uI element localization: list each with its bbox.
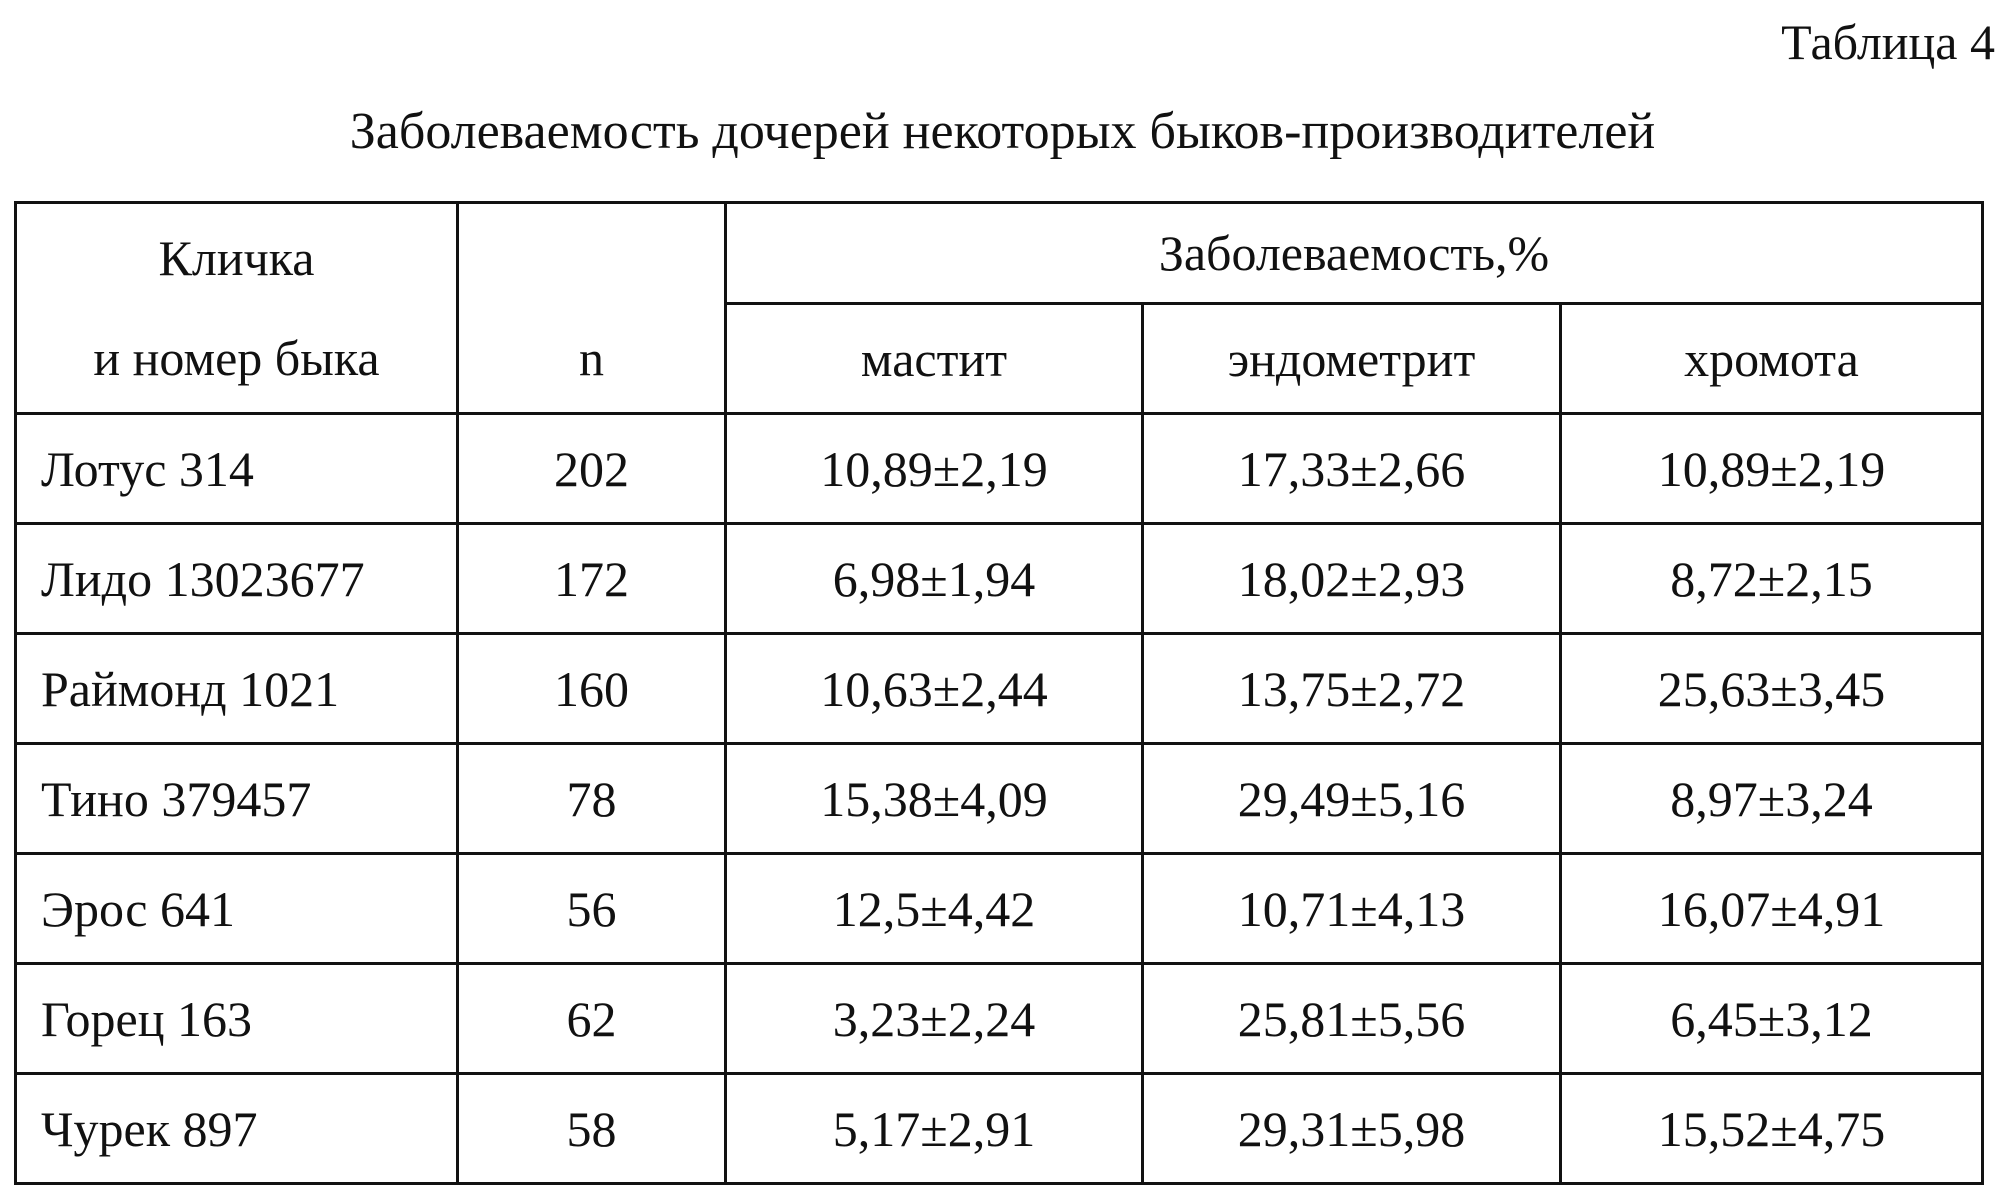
cell-lameness: 6,45±3,12 [1561, 964, 1983, 1074]
cell-n: 202 [458, 414, 726, 524]
table-row [16, 634, 1983, 744]
cell-endometritis: 17,33±2,66 [1143, 414, 1561, 524]
cell-mastitis: 6,98±1,94 [726, 524, 1143, 634]
header-mastitis: мастит [726, 304, 1143, 414]
table-row [16, 744, 1983, 854]
cell-bull-name: Горец 163 [16, 964, 458, 1074]
cell-mastitis: 15,38±4,09 [726, 744, 1143, 854]
table-row [16, 1074, 1983, 1184]
cell-lameness: 15,52±4,75 [1561, 1074, 1983, 1184]
morbidity-table [14, 201, 1984, 1185]
cell-n: 78 [458, 744, 726, 854]
header-bull-name-line1: Кличка [158, 230, 315, 286]
cell-lameness: 10,89±2,19 [1561, 414, 1983, 524]
cell-bull-name: Раймонд 1021 [16, 634, 458, 744]
cell-bull-name: Лидо 13023677 [16, 524, 458, 634]
cell-n: 58 [458, 1074, 726, 1184]
table-title: Заболеваемость дочерей некоторых быков-производителей [349, 103, 1656, 160]
table-number-label: Таблица 4 [1781, 14, 1995, 70]
cell-mastitis: 12,5±4,42 [726, 854, 1143, 964]
header-endometritis: эндометрит [1143, 304, 1561, 414]
cell-endometritis: 29,31±5,98 [1143, 1074, 1561, 1184]
cell-n: 56 [458, 854, 726, 964]
header-n: n [458, 203, 726, 414]
cell-bull-name: Лотус 314 [16, 414, 458, 524]
cell-n: 62 [458, 964, 726, 1074]
cell-lameness: 25,63±3,45 [1561, 634, 1983, 744]
cell-lameness: 8,72±2,15 [1561, 524, 1983, 634]
cell-mastitis: 5,17±2,91 [726, 1074, 1143, 1184]
cell-endometritis: 13,75±2,72 [1143, 634, 1561, 744]
table-row [16, 524, 1983, 634]
table-row [16, 854, 1983, 964]
table-row [16, 414, 1983, 524]
header-bull-name [16, 203, 458, 414]
header-bull-name-line2: и номер быка [93, 330, 380, 386]
cell-bull-name: Тино 379457 [16, 744, 458, 854]
cell-endometritis: 10,71±4,13 [1143, 854, 1561, 964]
header-morbidity-group: Заболеваемость,% [726, 203, 1983, 304]
cell-mastitis: 10,89±2,19 [726, 414, 1143, 524]
cell-lameness: 8,97±3,24 [1561, 744, 1983, 854]
cell-bull-name: Чурек 897 [16, 1074, 458, 1184]
cell-n: 160 [458, 634, 726, 744]
table-row [16, 964, 1983, 1074]
cell-lameness: 16,07±4,91 [1561, 854, 1983, 964]
cell-endometritis: 18,02±2,93 [1143, 524, 1561, 634]
header-lameness: хромота [1561, 304, 1983, 414]
cell-mastitis: 3,23±2,24 [726, 964, 1143, 1074]
cell-endometritis: 29,49±5,16 [1143, 744, 1561, 854]
cell-endometritis: 25,81±5,56 [1143, 964, 1561, 1074]
cell-mastitis: 10,63±2,44 [726, 634, 1143, 744]
cell-n: 172 [458, 524, 726, 634]
cell-bull-name: Эрос 641 [16, 854, 458, 964]
